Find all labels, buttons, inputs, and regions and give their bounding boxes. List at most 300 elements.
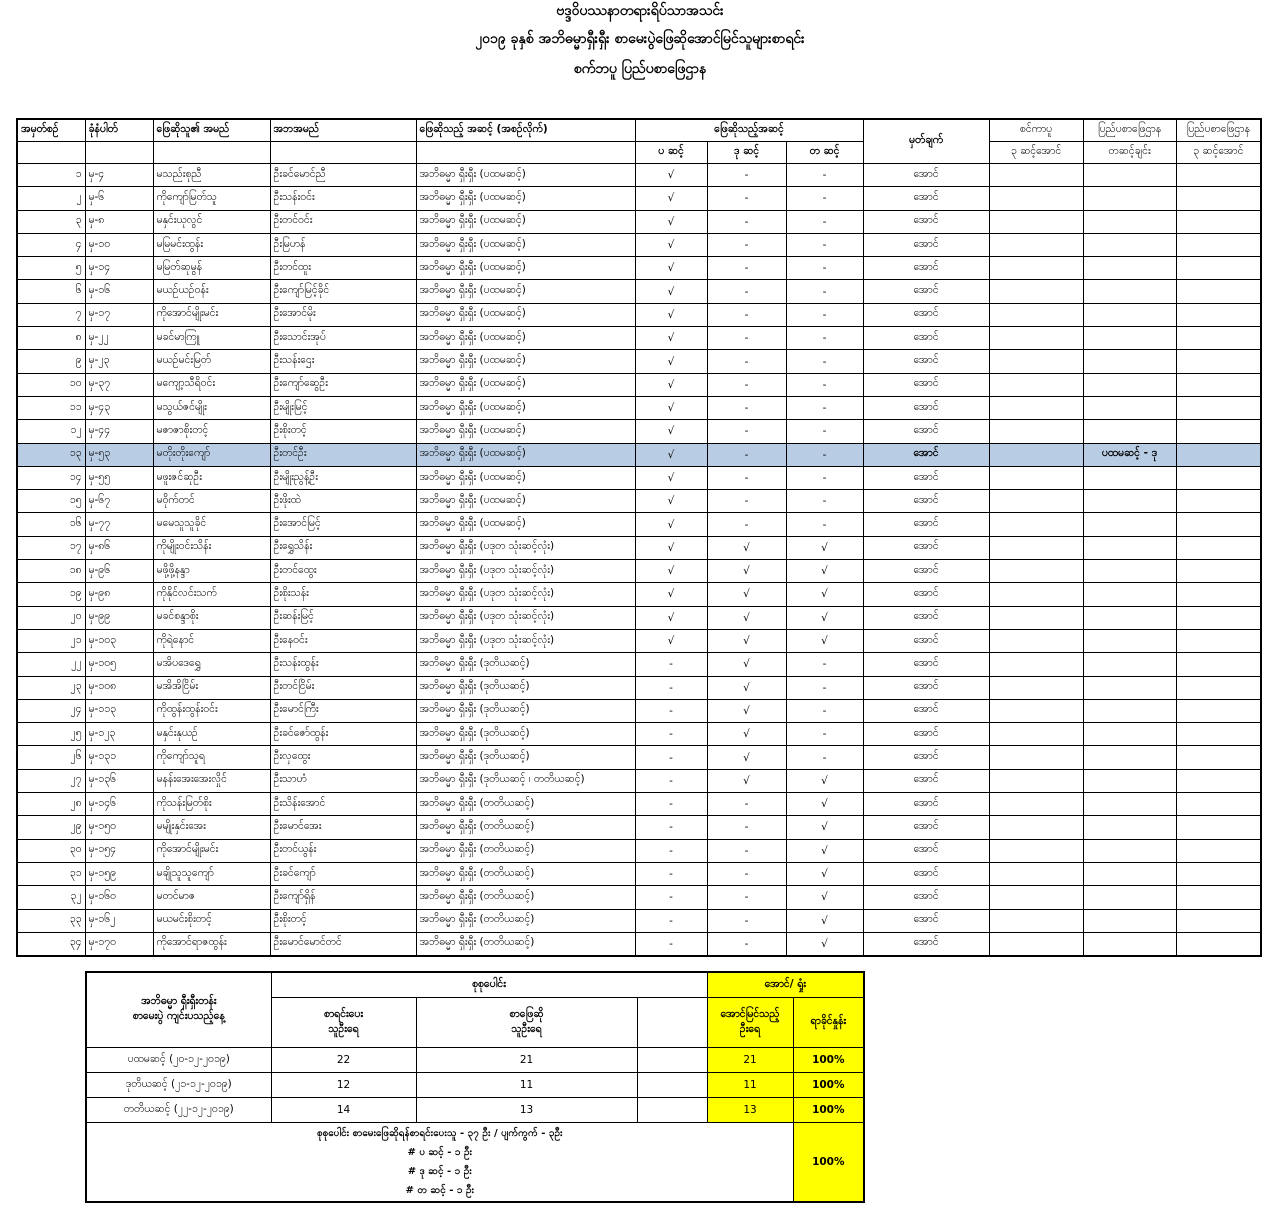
row-remark: အောင် (863, 164, 989, 187)
row-c1 (989, 187, 1083, 210)
row-level3-mark: - (786, 233, 863, 256)
row-c1 (989, 396, 1083, 419)
row-name: မနှင်းယုလွင် (153, 210, 270, 233)
row-level2-mark: - (707, 932, 786, 956)
row-c1 (989, 164, 1083, 187)
table-row (17, 699, 1261, 722)
row-c2 (1083, 816, 1176, 839)
row-father: ဦးစိုးတင့် (270, 420, 416, 443)
row-level1-mark: √ (635, 233, 707, 256)
row-c1 (989, 793, 1083, 816)
row-c3 (1176, 350, 1261, 373)
row-name: ကိုသန်းမြတ်စိုး (153, 793, 270, 816)
summary-notes (86, 1123, 793, 1203)
header-title-line2: ၂၀၁၉ ခုနှစ် အဘိဓမ္မာရှီးရှီး စာမေးပွဲဖြေဆိုအောင်မြင်သူများစာရင်း (475, 31, 805, 47)
col-header-l2: ဒု ဆင့် (707, 142, 786, 164)
row-number: ၃၂ (17, 886, 85, 909)
row-level3-mark: - (786, 699, 863, 722)
row-number: ၂၀ (17, 606, 85, 629)
row-level2-mark: - (707, 793, 786, 816)
row-father: ဦးသိန်းအောင် (270, 793, 416, 816)
row-remark: အောင် (863, 909, 989, 932)
row-level: အဘိဓမ္မာ ရှီးရှီး (ပဒုတ သုံးဆင့်လုံး) (416, 560, 635, 583)
row-level1-mark: - (635, 793, 707, 816)
row-c1 (989, 210, 1083, 233)
row-level3-mark: √ (786, 816, 863, 839)
row-number: ၂၉ (17, 816, 85, 839)
row-c3 (1176, 606, 1261, 629)
table-row (17, 210, 1261, 233)
row-father: ဦးကျော်မြင့်ခိုင် (270, 280, 416, 303)
row-level3-mark: - (786, 257, 863, 280)
summary-registered-header (271, 998, 416, 1048)
row-father: ဦးခင်ကျော် (270, 862, 416, 885)
row-level3-mark: √ (786, 862, 863, 885)
row-level1-mark: √ (635, 280, 707, 303)
row-roll: မှ-၁၀၃ (85, 629, 153, 652)
row-level2-mark: √ (707, 653, 786, 676)
summary-passed-header (707, 998, 793, 1048)
col-header-levels-group: ဖြေဆိုသည့်အဆင့် (635, 119, 863, 142)
row-level2-mark: - (707, 839, 786, 862)
row-c3 (1176, 187, 1261, 210)
col-header-level: ဖြေဆိုသည့် အဆင့် (အစဉ်လိုက်) (416, 119, 635, 142)
row-number: ၆ (17, 280, 85, 303)
row-level3-mark: - (786, 723, 863, 746)
row-c1 (989, 560, 1083, 583)
row-remark: အောင် (863, 583, 989, 606)
row-c3 (1176, 466, 1261, 489)
table-row (17, 443, 1261, 466)
row-remark: အောင် (863, 490, 989, 513)
row-father: ဦးစိုးသန်း (270, 583, 416, 606)
summary-sat-line2: သူဦးရေ (511, 1022, 542, 1035)
row-level: အဘိဓမ္မာ ရှီးရှီး (တတိယဆင့်) (416, 886, 635, 909)
col-header-remark: မှတ်ချက် (863, 119, 989, 164)
row-level2-mark: - (707, 886, 786, 909)
row-level2-mark: √ (707, 560, 786, 583)
row-number: ၂၁ (17, 629, 85, 652)
summary-row-passed: 13 (707, 1098, 793, 1123)
row-level: အဘိဓမ္မာ ရှီးရှီး (ပထမဆင့်) (416, 210, 635, 233)
row-level2-mark: - (707, 396, 786, 419)
row-level1-mark: - (635, 886, 707, 909)
row-roll: မှ-၉၈ (85, 583, 153, 606)
row-roll: မှ-၁၅၉ (85, 862, 153, 885)
row-remark: အောင် (863, 396, 989, 419)
row-remark: အောင် (863, 187, 989, 210)
row-level: အဘိဓမ္မာ ရှီးရှီး (တတိယဆင့်) (416, 839, 635, 862)
row-level3-mark: - (786, 396, 863, 419)
row-roll: မှ-၁၃၁ (85, 746, 153, 769)
row-level3-mark: - (786, 466, 863, 489)
row-level2-mark: - (707, 350, 786, 373)
row-name: မခင်မာကြူ (153, 327, 270, 350)
row-name: ကိုအောင်မျိုးမင်း (153, 303, 270, 326)
row-name: မဇာဇာစိုးတင့် (153, 420, 270, 443)
row-c3 (1176, 164, 1261, 187)
table-row (17, 420, 1261, 443)
summary-title-line1: အဘိဓမ္မာ ရှီးရှီးတန်း (141, 995, 217, 1007)
table-row (17, 560, 1261, 583)
row-number: ၃၃ (17, 909, 85, 932)
row-father: ဦးသာဟံ (270, 769, 416, 792)
summary-row-label: ပထမဆင့် (၂၀-၁၂-၂၀၁၉) (86, 1048, 271, 1073)
row-name: မယဉ်မင်းမြတ် (153, 350, 270, 373)
table-row (17, 490, 1261, 513)
row-level: အဘိဓမ္မာ ရှီးရှီး (ပထမဆင့်) (416, 420, 635, 443)
row-number: ၁၀ (17, 373, 85, 396)
row-level1-mark: √ (635, 490, 707, 513)
row-father: ဦးရွှေသိန်း (270, 536, 416, 559)
row-father: ဦးကျော်ရှိန် (270, 886, 416, 909)
row-level2-mark: - (707, 513, 786, 536)
row-c3 (1176, 746, 1261, 769)
row-father: ဦးတင်ထွေး (270, 560, 416, 583)
row-c3 (1176, 327, 1261, 350)
row-level1-mark: √ (635, 560, 707, 583)
row-level3-mark: √ (786, 839, 863, 862)
row-c1 (989, 327, 1083, 350)
row-c2 (1083, 676, 1176, 699)
row-level2-mark: √ (707, 536, 786, 559)
row-name: ကိုထွန်းထွန်းဝင်း (153, 699, 270, 722)
row-level2-mark: - (707, 443, 786, 466)
summary-row-pct: 100% (793, 1048, 864, 1073)
row-roll: မှ-၁၅၄ (85, 839, 153, 862)
row-c2 (1083, 839, 1176, 862)
row-level3-mark: - (786, 513, 863, 536)
row-roll: မှ-၁၇ (85, 303, 153, 326)
table-row (17, 793, 1261, 816)
row-number: ၇ (17, 303, 85, 326)
row-level3-mark: √ (786, 606, 863, 629)
row-level2-mark: √ (707, 629, 786, 652)
row-number: ၁၉ (17, 583, 85, 606)
table-row (17, 164, 1261, 187)
summary-body (86, 1048, 864, 1123)
row-c1 (989, 257, 1083, 280)
col-header-blank (17, 142, 85, 164)
row-number: ၂၈ (17, 793, 85, 816)
row-level2-mark: - (707, 909, 786, 932)
row-name: မမျိုးနှင်းအေး (153, 816, 270, 839)
row-c1 (989, 746, 1083, 769)
row-roll: မှ-၆ (85, 187, 153, 210)
table-row (17, 466, 1261, 489)
summary-row-sat: 11 (416, 1073, 637, 1098)
row-level2-mark: - (707, 373, 786, 396)
table-row (17, 629, 1261, 652)
row-level: အဘိဓမ္မာ ရှီးရှီး (ပထမဆင့်) (416, 164, 635, 187)
table-row (17, 862, 1261, 885)
row-level2-mark: - (707, 257, 786, 280)
row-c1 (989, 420, 1083, 443)
table-row (17, 257, 1261, 280)
row-level1-mark: - (635, 769, 707, 792)
table-row (17, 373, 1261, 396)
row-remark: အောင် (863, 350, 989, 373)
row-remark: အောင် (863, 769, 989, 792)
row-remark: အောင် (863, 932, 989, 956)
row-roll: မှ-၇၇ (85, 513, 153, 536)
row-level3-mark: - (786, 350, 863, 373)
row-number: ၃ (17, 210, 85, 233)
row-level: အဘိဓမ္မာ ရှီးရှီး (ပဒုတ သုံးဆင့်လုံး) (416, 606, 635, 629)
row-father: ဦးနေဝင်း (270, 629, 416, 652)
row-level1-mark: - (635, 699, 707, 722)
col-header-name: ဖြေဆိုသူ၏ အမည် (153, 119, 270, 142)
row-c1 (989, 303, 1083, 326)
table-row (17, 303, 1261, 326)
row-level1-mark: √ (635, 606, 707, 629)
col-header-no: အမှတ်စဉ် (17, 119, 85, 142)
row-level: အဘိဓမ္မာ ရှီးရှီး (ဒုတိယဆင့် ၊ တတိယဆင့်) (416, 769, 635, 792)
row-number: ၃၄ (17, 932, 85, 956)
row-c1 (989, 653, 1083, 676)
row-name: မနန်းအေးအေးလှိုင် (153, 769, 270, 792)
row-c1 (989, 862, 1083, 885)
row-roll: မှ-၁၂၃ (85, 723, 153, 746)
row-roll: မှ-၁၆၀ (85, 886, 153, 909)
row-number: ၁၇ (17, 536, 85, 559)
row-remark: အောင် (863, 723, 989, 746)
row-level2-mark: - (707, 210, 786, 233)
row-c3 (1176, 839, 1261, 862)
row-c2 (1083, 513, 1176, 536)
row-number: ၁၄ (17, 466, 85, 489)
row-remark: အောင် (863, 560, 989, 583)
row-father: ဦးအောင်မိုး (270, 303, 416, 326)
row-level: အဘိဓမ္မာ ရှီးရှီး (ပထမဆင့်) (416, 187, 635, 210)
row-remark: အောင် (863, 606, 989, 629)
summary-row (86, 1048, 864, 1073)
row-c2 (1083, 769, 1176, 792)
row-remark: အောင် (863, 816, 989, 839)
row-name: ကိုမျိုးဝင်းသိန်း (153, 536, 270, 559)
row-level1-mark: - (635, 909, 707, 932)
row-c3 (1176, 932, 1261, 956)
row-level: အဘိဓမ္မာ ရှီးရှီး (ပဒုတ သုံးဆင့်လုံး) (416, 536, 635, 559)
row-roll: မှ-၈၆ (85, 536, 153, 559)
row-level1-mark: √ (635, 350, 707, 373)
row-father: ဦးတင်ငြိမ်း (270, 676, 416, 699)
summary-empty-header (637, 998, 707, 1048)
row-level: အဘိဓမ္မာ ရှီးရှီး (ပထမဆင့်) (416, 396, 635, 419)
row-name: မဝိုက်တင် (153, 490, 270, 513)
row-remark: အောင် (863, 793, 989, 816)
row-c2 (1083, 862, 1176, 885)
row-roll: မှ-၄၄ (85, 420, 153, 443)
row-name: ကိုနိုင်လင်းသက် (153, 583, 270, 606)
row-c2 (1083, 699, 1176, 722)
summary-sat-line1: စာဖြေဆို (509, 1007, 544, 1020)
row-number: ၁၈ (17, 560, 85, 583)
table-row (17, 396, 1261, 419)
row-name: ကိုအောင်မျိုးမင်း (153, 839, 270, 862)
row-level3-mark: - (786, 653, 863, 676)
row-remark: အောင် (863, 443, 989, 466)
row-name: မအိအိငြိမ်း (153, 676, 270, 699)
row-c3 (1176, 909, 1261, 932)
row-c1 (989, 443, 1083, 466)
col-header-c1-bottom: ၃ ဆင့်အောင် (989, 142, 1083, 164)
row-level3-mark: - (786, 280, 863, 303)
table-row (17, 769, 1261, 792)
row-level2-mark: - (707, 466, 786, 489)
row-name: ကိုကျော်သူရ (153, 746, 270, 769)
row-c2 (1083, 490, 1176, 513)
table-row (17, 886, 1261, 909)
row-name: မဖူးဇင်ဆုဦး (153, 466, 270, 489)
row-remark: အောင် (863, 699, 989, 722)
row-c2 (1083, 746, 1176, 769)
row-roll: မှ-၁၀၈ (85, 676, 153, 699)
row-c1 (989, 769, 1083, 792)
row-c3 (1176, 536, 1261, 559)
table-row (17, 723, 1261, 746)
row-c2 (1083, 233, 1176, 256)
row-c2 (1083, 187, 1176, 210)
row-remark: အောင် (863, 629, 989, 652)
row-level1-mark: √ (635, 327, 707, 350)
row-level: အဘိဓမ္မာ ရှီးရှီး (ဒုတိယဆင့်) (416, 699, 635, 722)
row-roll: မှ-၈ (85, 210, 153, 233)
row-level3-mark: - (786, 490, 863, 513)
header-title-line1: ဗဒ္ဒဝိပဿနာတရားရိပ်သာအသင်း (556, 3, 724, 19)
row-c3 (1176, 257, 1261, 280)
row-c3 (1176, 490, 1261, 513)
row-c2: ပထမဆင့် - ဒု (1083, 443, 1176, 466)
row-name: မကျော့သီရိဝင်း (153, 373, 270, 396)
row-level1-mark: √ (635, 583, 707, 606)
row-c3 (1176, 373, 1261, 396)
row-father: ဦးကျော်ဆွေဦး (270, 373, 416, 396)
col-header-l3: တ ဆင့် (786, 142, 863, 164)
summary-note-line: စုစုပေါင်း စာမေးဖြေဆိုရန်စာရင်းပေးသူ - ၃၇ ဦး / ပျက်ကွက် - ၃ဦး (316, 1128, 563, 1139)
row-c1 (989, 583, 1083, 606)
row-remark: အောင် (863, 839, 989, 862)
summary-row-passed: 21 (707, 1048, 793, 1073)
row-level: အဘိဓမ္မာ ရှီးရှီး (တတိယဆင့်) (416, 816, 635, 839)
row-c2 (1083, 629, 1176, 652)
row-level2-mark: √ (707, 699, 786, 722)
row-number: ၄ (17, 233, 85, 256)
row-c2 (1083, 210, 1176, 233)
row-c1 (989, 909, 1083, 932)
table-row (17, 909, 1261, 932)
row-c2 (1083, 466, 1176, 489)
row-level1-mark: - (635, 932, 707, 956)
summary-total-header: စုစုပေါင်း (271, 972, 707, 998)
row-level3-mark: - (786, 327, 863, 350)
summary-row-empty (637, 1048, 707, 1073)
row-level3-mark: - (786, 443, 863, 466)
row-remark: အောင် (863, 676, 989, 699)
row-father: ဦးသန်းထွန်း (270, 653, 416, 676)
row-father: ဦးမောင်အေး (270, 816, 416, 839)
row-name: မတင်မာဇ (153, 886, 270, 909)
row-father: ဦးတင်ဦး (270, 443, 416, 466)
row-c3 (1176, 816, 1261, 839)
table-row (17, 816, 1261, 839)
row-c2 (1083, 396, 1176, 419)
col-header-c3-top: ပြည်ပစာဖြေဌာန (1176, 119, 1261, 142)
row-remark: အောင် (863, 862, 989, 885)
row-c3 (1176, 513, 1261, 536)
row-level1-mark: - (635, 723, 707, 746)
row-level: အဘိဓမ္မာ ရှီးရှီး (ပထမဆင့်) (416, 490, 635, 513)
row-level1-mark: - (635, 653, 707, 676)
row-level2-mark: - (707, 280, 786, 303)
row-father: ဦးဆန်းမြင့် (270, 606, 416, 629)
row-remark: အောင် (863, 466, 989, 489)
row-c1 (989, 466, 1083, 489)
row-roll: မှ-၁၀ (85, 233, 153, 256)
col-header-roll: ခုံနံပါတ် (85, 119, 153, 142)
row-level: အဘိဓမ္မာ ရှီးရှီး (ပဒုတ သုံးဆင့်လုံး) (416, 629, 635, 652)
row-level1-mark: √ (635, 187, 707, 210)
summary-row-sat: 13 (416, 1098, 637, 1123)
row-level2-mark: √ (707, 769, 786, 792)
row-number: ၅ (17, 257, 85, 280)
table-row (17, 280, 1261, 303)
row-c1 (989, 886, 1083, 909)
summary-row-pct: 100% (793, 1098, 864, 1123)
summary-note-line: # ဒု ဆင့် - ၁ ဦး (407, 1166, 472, 1177)
row-level1-mark: √ (635, 443, 707, 466)
row-number: ၁ (17, 164, 85, 187)
row-father: ဦးသန်းဌေး (270, 350, 416, 373)
row-roll: မှ-၂၃ (85, 350, 153, 373)
row-number: ၂၆ (17, 746, 85, 769)
row-remark: အောင် (863, 327, 989, 350)
row-roll: မှ-၂၂ (85, 327, 153, 350)
summary-row-empty (637, 1098, 707, 1123)
row-roll: မှ-၆၇ (85, 490, 153, 513)
row-level3-mark: - (786, 164, 863, 187)
table-row (17, 233, 1261, 256)
row-c2 (1083, 653, 1176, 676)
row-remark: အောင် (863, 886, 989, 909)
row-level1-mark: - (635, 816, 707, 839)
row-father: ဦးသန်းဝင်း (270, 187, 416, 210)
row-level3-mark: √ (786, 536, 863, 559)
row-level1-mark: - (635, 676, 707, 699)
row-level1-mark: √ (635, 373, 707, 396)
summary-row-sat: 21 (416, 1048, 637, 1073)
row-level1-mark: √ (635, 536, 707, 559)
row-name: မတိုးတိုးကျော် (153, 443, 270, 466)
row-father: ဦးမြဟန် (270, 233, 416, 256)
table-row (17, 932, 1261, 956)
row-number: ၂၄ (17, 699, 85, 722)
row-name: မခင်စန္ဒာစိုး (153, 606, 270, 629)
row-roll: မှ-၄၃ (85, 396, 153, 419)
summary-pct-header: ရာခိုင်နှုန်း (793, 998, 864, 1048)
row-level: အဘိဓမ္မာ ရှီးရှီး (ဒုတိယဆင့်) (416, 746, 635, 769)
row-father: ဦးမျိုးညွန့်ဦး (270, 466, 416, 489)
row-number: ၂ (17, 187, 85, 210)
row-level: အဘိဓမ္မာ ရှီးရှီး (ဒုတိယဆင့်) (416, 676, 635, 699)
row-roll: မှ-၁၅၀ (85, 816, 153, 839)
row-c1 (989, 839, 1083, 862)
row-roll: မှ-၁၆၂ (85, 909, 153, 932)
results-table-body (17, 164, 1261, 957)
row-name: မမြတ်ဆုမွန် (153, 257, 270, 280)
row-level2-mark: - (707, 187, 786, 210)
row-number: ၁၃ (17, 443, 85, 466)
